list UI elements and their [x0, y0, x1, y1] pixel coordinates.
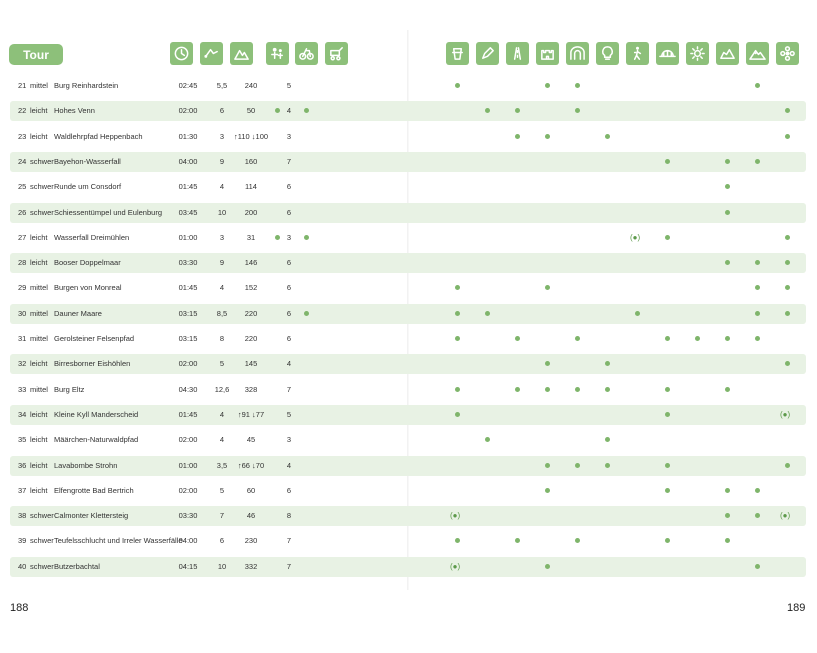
- feature-dot: [635, 311, 640, 316]
- feature-dot: [545, 361, 550, 366]
- feature-dot: [785, 260, 790, 265]
- tour-min-age: 6: [286, 182, 292, 192]
- feature-dot: [455, 83, 460, 88]
- tour-elevation: 332: [244, 561, 258, 571]
- optional-feature-mark: (●): [450, 511, 461, 521]
- tour-name: Booser Doppelmaar: [54, 258, 121, 268]
- tour-name: Runde um Consdorf: [54, 182, 122, 192]
- tour-number: 35: [18, 435, 27, 445]
- tour-name: Butzerbachtal: [54, 561, 100, 571]
- tour-name: Teufelsschlucht und Irreler Wasserfälle: [54, 536, 183, 546]
- tour-elevation: ↑66 ↓70: [237, 460, 265, 470]
- tour-name: Schiessentümpel und Eulenburg: [54, 207, 162, 217]
- feature-dot: [605, 463, 610, 468]
- feature-dot: [515, 538, 520, 543]
- tour-number: 40: [18, 561, 27, 571]
- feature-dot: [725, 184, 730, 189]
- tour-distance: 4: [219, 435, 225, 445]
- clock-icon: [170, 42, 193, 65]
- tour-elevation: 240: [244, 81, 258, 90]
- tour-distance: 12,6: [214, 384, 230, 394]
- tour-name: Dauner Maare: [54, 308, 102, 318]
- table-row: [10, 481, 806, 501]
- feature-dot: [725, 210, 730, 215]
- distance-icon: [200, 42, 223, 65]
- tour-name: Hohes Venn: [54, 106, 95, 116]
- tour-distance: 4: [219, 409, 225, 419]
- tour-name: Burg Eltz: [54, 384, 85, 394]
- page-number-left: 188: [10, 602, 29, 614]
- tour-min-age: 5: [286, 409, 292, 419]
- feature-dot: [485, 108, 490, 113]
- tour-number: 25: [18, 182, 27, 192]
- tour-min-age: 8: [286, 511, 292, 521]
- feature-dot: [755, 159, 760, 164]
- bicycle-icon: [295, 42, 318, 65]
- table-row: [10, 329, 806, 349]
- feature-dot: [455, 538, 460, 543]
- road-icon: [506, 42, 529, 65]
- tour-elevation: 160: [244, 156, 258, 166]
- tour-difficulty: leicht: [30, 258, 48, 268]
- tour-distance: 5: [219, 485, 225, 495]
- tour-duration: 01:45: [178, 182, 198, 192]
- flower-icon: [776, 42, 799, 65]
- feature-dot: [605, 361, 610, 366]
- feature-dot: [665, 387, 670, 392]
- tour-name: Burg Reinhardstein: [54, 81, 119, 90]
- tour-difficulty: schwer: [30, 156, 54, 166]
- feature-dot: [455, 336, 460, 341]
- feature-dot: [605, 437, 610, 442]
- table-row: [10, 506, 806, 526]
- tour-difficulty: mittel: [30, 81, 48, 90]
- tour-number: 24: [18, 156, 27, 166]
- tour-elevation: 50: [246, 106, 256, 116]
- optional-feature-mark: (●): [780, 409, 791, 419]
- table-row: [10, 278, 806, 298]
- tour-number: 31: [18, 334, 27, 343]
- tour-elevation: 200: [244, 207, 258, 217]
- tour-distance: 5: [219, 359, 225, 369]
- feature-dot: [575, 463, 580, 468]
- tour-elevation: 146: [244, 258, 258, 268]
- feature-dot: [455, 387, 460, 392]
- tour-difficulty: leicht: [30, 359, 48, 369]
- tour-duration: 03:30: [178, 511, 198, 521]
- feature-dot: [755, 336, 760, 341]
- pen-icon: [476, 42, 499, 65]
- tour-difficulty: mittel: [30, 308, 48, 318]
- feature-dot: [455, 412, 460, 417]
- feature-dot: [575, 83, 580, 88]
- feature-dot: [725, 538, 730, 543]
- tour-name: Bayehon-Wasserfall: [54, 156, 121, 166]
- tour-min-age: 6: [286, 485, 292, 495]
- tour-difficulty: schwer: [30, 182, 54, 192]
- tour-duration: 02:00: [178, 359, 198, 369]
- tour-duration: 04:00: [178, 156, 198, 166]
- feature-dot: [545, 488, 550, 493]
- tour-duration: 02:00: [178, 106, 198, 116]
- tour-duration: 02:45: [178, 81, 198, 90]
- tour-duration: 01:30: [178, 131, 198, 141]
- tour-elevation: 220: [244, 334, 258, 343]
- feature-dot: [515, 108, 520, 113]
- tour-duration: 04:30: [178, 384, 198, 394]
- feature-dot: [455, 285, 460, 290]
- table-row: [10, 101, 806, 121]
- tour-duration: 03:15: [178, 334, 198, 343]
- feature-dot: [304, 235, 309, 240]
- tour-name: Wasserfall Dreimühlen: [54, 232, 130, 242]
- tour-duration: 03:45: [178, 207, 198, 217]
- tour-difficulty: mittel: [30, 384, 48, 394]
- feature-dot: [545, 564, 550, 569]
- tour-duration: 02:00: [178, 435, 198, 445]
- table-row: [10, 456, 806, 476]
- rock-icon: [716, 42, 739, 65]
- feature-dot: [665, 235, 670, 240]
- feature-dot: [665, 159, 670, 164]
- tour-name: Elfengrotte Bad Bertrich: [54, 485, 134, 495]
- tour-elevation: 152: [244, 283, 258, 293]
- tour-distance: 8,5: [216, 308, 228, 318]
- tour-min-age: 6: [286, 283, 292, 293]
- tour-number: 26: [18, 207, 27, 217]
- tour-number: 38: [18, 511, 27, 521]
- tour-distance: 3,5: [216, 460, 228, 470]
- tour-distance: 4: [219, 283, 225, 293]
- feature-dot: [545, 83, 550, 88]
- tour-elevation: 114: [245, 182, 257, 192]
- optional-feature-mark: (●): [780, 511, 791, 521]
- tour-number: 37: [18, 485, 27, 495]
- feature-dot: [275, 108, 280, 113]
- tour-min-age: 4: [286, 359, 292, 369]
- tour-duration: 01:45: [178, 283, 198, 293]
- optional-feature-mark: (●): [630, 232, 641, 242]
- tour-number: 39: [18, 536, 27, 546]
- tour-difficulty: schwer: [30, 561, 54, 571]
- tour-elevation: 145: [244, 359, 258, 369]
- feature-dot: [785, 361, 790, 366]
- feature-dot: [304, 108, 309, 113]
- tour-min-age: 7: [286, 156, 292, 166]
- tour-duration: 01:00: [178, 232, 198, 242]
- tour-name: Gerolsteiner Felsenpfad: [54, 334, 135, 343]
- tour-name: Birresborner Eishöhlen: [54, 359, 131, 369]
- tour-min-age: 3: [286, 232, 292, 242]
- tour-distance: 10: [217, 207, 227, 217]
- tour-min-age: 6: [286, 258, 292, 268]
- table-row: [10, 557, 806, 577]
- table-row: [10, 76, 806, 96]
- tour-difficulty: leicht: [30, 131, 48, 141]
- tour-elevation: 31: [246, 232, 256, 242]
- stroller-icon: [325, 42, 348, 65]
- tour-distance: 8: [219, 334, 225, 343]
- tour-distance: 4: [219, 182, 225, 192]
- tour-number: 36: [18, 460, 27, 470]
- tour-distance: 5,5: [216, 81, 228, 90]
- feature-dot: [755, 260, 760, 265]
- feature-dot: [515, 134, 520, 139]
- feature-dot: [605, 134, 610, 139]
- feature-dot: [785, 285, 790, 290]
- feature-dot: [785, 463, 790, 468]
- table-row: [10, 304, 806, 324]
- tour-name: Kleine Kyll Manderscheid: [54, 409, 139, 419]
- tour-duration: 01:45: [178, 409, 198, 419]
- tour-min-age: 6: [286, 334, 292, 343]
- feature-dot: [755, 488, 760, 493]
- tour-min-age: 7: [286, 561, 292, 571]
- tour-distance: 3: [219, 131, 225, 141]
- tour-min-age: 3: [286, 131, 292, 141]
- tour-difficulty: mittel: [30, 334, 48, 343]
- feature-dot: [605, 387, 610, 392]
- tour-name: Lavabombe Strohn: [54, 460, 118, 470]
- table-row: [10, 152, 806, 172]
- tour-number: 29: [18, 283, 27, 293]
- feature-dot: [575, 387, 580, 392]
- tour-distance: 7: [219, 511, 225, 521]
- page-number-right: 189: [787, 602, 806, 614]
- tour-min-age: 6: [286, 207, 292, 217]
- table-row: [10, 531, 806, 551]
- tour-duration: 03:15: [178, 308, 198, 318]
- table-row: [10, 405, 806, 425]
- feature-dot: [485, 437, 490, 442]
- elevation-icon: [230, 42, 253, 65]
- tour-distance: 10: [217, 561, 227, 571]
- tour-name: Määrchen-Naturwaldpfad: [54, 435, 139, 445]
- tour-number: 28: [18, 258, 27, 268]
- feature-dot: [485, 311, 490, 316]
- feature-dot: [665, 538, 670, 543]
- tour-elevation: 220: [244, 308, 258, 318]
- feature-dot: [755, 285, 760, 290]
- table-row: [10, 127, 806, 147]
- feature-dot: [665, 488, 670, 493]
- tour-min-age: 4: [286, 460, 292, 470]
- tour-min-age: 7: [286, 384, 292, 394]
- feature-dot: [785, 235, 790, 240]
- feature-dot: [515, 336, 520, 341]
- tour-min-age: 4: [286, 106, 292, 116]
- feature-dot: [665, 412, 670, 417]
- tour-min-age: 6: [286, 308, 292, 318]
- feature-dot: [725, 336, 730, 341]
- feature-dot: [695, 336, 700, 341]
- tour-distance: 6: [219, 106, 225, 116]
- bridge-icon: [656, 42, 679, 65]
- tour-difficulty: leicht: [30, 232, 48, 242]
- table-row: [10, 177, 806, 197]
- feature-dot: [545, 463, 550, 468]
- castle-icon: [536, 42, 559, 65]
- table-row: [10, 380, 806, 400]
- feature-dot: [755, 564, 760, 569]
- feature-dot: [545, 285, 550, 290]
- feature-dot: [725, 260, 730, 265]
- feature-dot: [575, 538, 580, 543]
- tour-duration: 02:00: [178, 485, 198, 495]
- table-row: [10, 203, 806, 223]
- tour-difficulty: leicht: [30, 485, 48, 495]
- tour-distance: 6: [219, 536, 225, 546]
- tour-duration: 01:00: [178, 460, 198, 470]
- feature-dot: [575, 108, 580, 113]
- feature-dot: [545, 134, 550, 139]
- family-icon: [266, 42, 289, 65]
- feature-dot: [755, 83, 760, 88]
- tour-difficulty: schwer: [30, 536, 54, 546]
- hiker-icon: [626, 42, 649, 65]
- refreshment-icon: [446, 42, 469, 65]
- feature-dot: [455, 311, 460, 316]
- tour-min-age: 3: [286, 435, 292, 445]
- tour-name: Waldlehrpfad Heppenbach: [54, 131, 143, 141]
- tour-number: 33: [18, 384, 27, 394]
- feature-dot: [725, 159, 730, 164]
- tour-min-age: 7: [286, 536, 292, 546]
- tour-elevation: ↑91 ↓77: [237, 409, 265, 419]
- feature-dot: [545, 387, 550, 392]
- feature-dot: [575, 336, 580, 341]
- gear-icon: [686, 42, 709, 65]
- tour-number: 30: [18, 308, 27, 318]
- table-row: [10, 253, 806, 273]
- tour-number: 21: [18, 81, 27, 90]
- feature-dot: [725, 513, 730, 518]
- tour-elevation: 45: [246, 435, 256, 445]
- tour-distance: 9: [219, 258, 225, 268]
- tour-duration: 04:00: [178, 536, 198, 546]
- feature-dot: [665, 336, 670, 341]
- table-row: [10, 430, 806, 450]
- tour-number: 34: [18, 409, 27, 419]
- tour-difficulty: leicht: [30, 460, 48, 470]
- tour-elevation: ↑110 ↓100: [234, 131, 269, 141]
- tour-difficulty: mittel: [30, 283, 48, 293]
- tour-elevation: 230: [244, 536, 258, 546]
- tour-number: 22: [18, 106, 27, 116]
- feature-dot: [304, 311, 309, 316]
- feature-dot: [515, 387, 520, 392]
- tour-elevation: 328: [244, 384, 258, 394]
- tour-number: 27: [18, 232, 27, 242]
- tour-name: Burgen von Monreal: [54, 283, 122, 293]
- tour-difficulty: schwer: [30, 511, 54, 521]
- tour-difficulty: leicht: [30, 409, 48, 419]
- feature-dot: [785, 108, 790, 113]
- tour-difficulty: leicht: [30, 106, 48, 116]
- feature-dot: [785, 134, 790, 139]
- feature-dot: [755, 513, 760, 518]
- tour-distance: 3: [219, 232, 225, 242]
- tour-number: 32: [18, 359, 27, 369]
- feature-dot: [665, 463, 670, 468]
- tour-duration: 04:15: [178, 561, 198, 571]
- optional-feature-mark: (●): [450, 561, 461, 571]
- table-row: [10, 228, 806, 248]
- feature-dot: [275, 235, 280, 240]
- feature-dot: [785, 311, 790, 316]
- tour-elevation: 60: [246, 485, 256, 495]
- feature-dot: [725, 387, 730, 392]
- feature-dot: [755, 311, 760, 316]
- table-row: [10, 354, 806, 374]
- tour-duration: 03:30: [178, 258, 198, 268]
- tour-difficulty: leicht: [30, 435, 48, 445]
- lightbulb-icon: [596, 42, 619, 65]
- tour-elevation: 46: [246, 511, 256, 521]
- feature-dot: [725, 488, 730, 493]
- tour-difficulty: schwer: [30, 207, 54, 217]
- tour-number: 23: [18, 131, 27, 141]
- tour-header-badge: Tour: [9, 44, 63, 65]
- mountain-icon: [746, 42, 769, 65]
- tunnel-icon: [566, 42, 589, 65]
- tour-min-age: 5: [286, 81, 292, 90]
- tour-name: Calmonter Klettersteig: [54, 511, 129, 521]
- tour-distance: 9: [219, 156, 225, 166]
